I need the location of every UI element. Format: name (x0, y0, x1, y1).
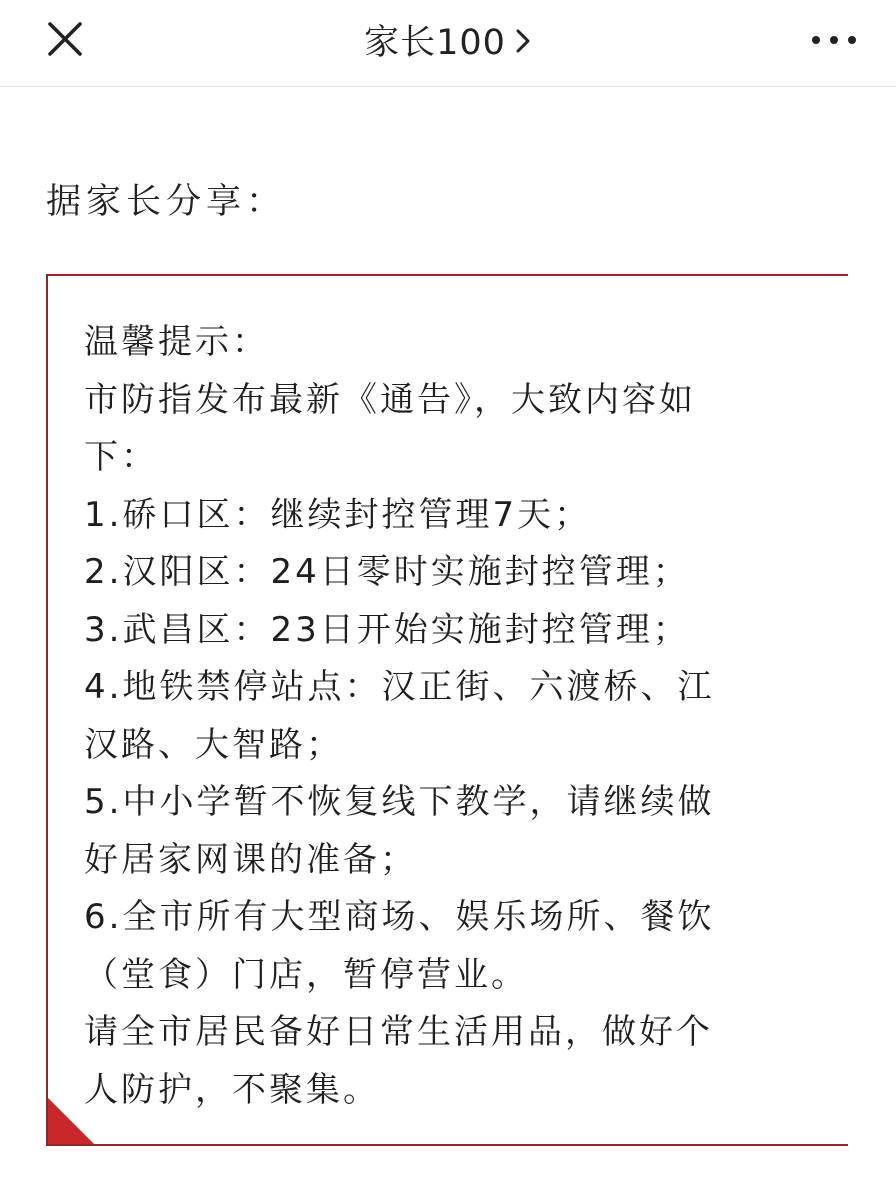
notice-closing: 请全市居民备好日常生活用品，做好个 (84, 1012, 713, 1052)
notice-box (46, 274, 848, 1146)
notice-closing-cont: 人防护，不聚集。 (84, 1069, 380, 1110)
notice-item-6: 6.全市所有大型商场、娱乐场所、餐饮 (84, 897, 715, 937)
notice-item-6-cont: （堂食）门店，暂停营业。 (84, 954, 528, 995)
notice-item-2: 2.汉阳区：24日零时实施封控管理； (84, 552, 690, 592)
notice-item-5: 5.中小学暂不恢复线下教学，请继续做 (84, 782, 715, 822)
notice-heading: 温馨提示： (84, 322, 269, 362)
more-options-button[interactable] (806, 20, 862, 60)
corner-accent-decoration (48, 1098, 94, 1144)
chevron-right-icon (514, 27, 532, 55)
notice-content (84, 314, 824, 1119)
top-navigation-bar (0, 0, 896, 87)
notice-item-5-cont: 好居家网课的准备； (84, 839, 417, 880)
close-button[interactable] (40, 14, 90, 64)
intro-text: 据家长分享： (46, 182, 287, 222)
notice-item-4: 4.地铁禁停站点：汉正街、六渡桥、江 (84, 667, 715, 707)
notice-line: 市防指发布最新《通告》，大致内容如 (84, 379, 696, 420)
notice-item-3: 3.武昌区：23日开始实施封控管理； (84, 609, 690, 650)
notice-line: 下： (84, 437, 158, 477)
close-icon (40, 14, 90, 64)
account-title: 家长100 (364, 23, 506, 63)
notice-item-1: 1.硚口区：继续封控管理7天； (84, 494, 592, 535)
account-title-link[interactable] (364, 15, 532, 65)
notice-item-4-cont: 汉路、大智路； (84, 724, 343, 765)
more-icon (806, 20, 862, 60)
